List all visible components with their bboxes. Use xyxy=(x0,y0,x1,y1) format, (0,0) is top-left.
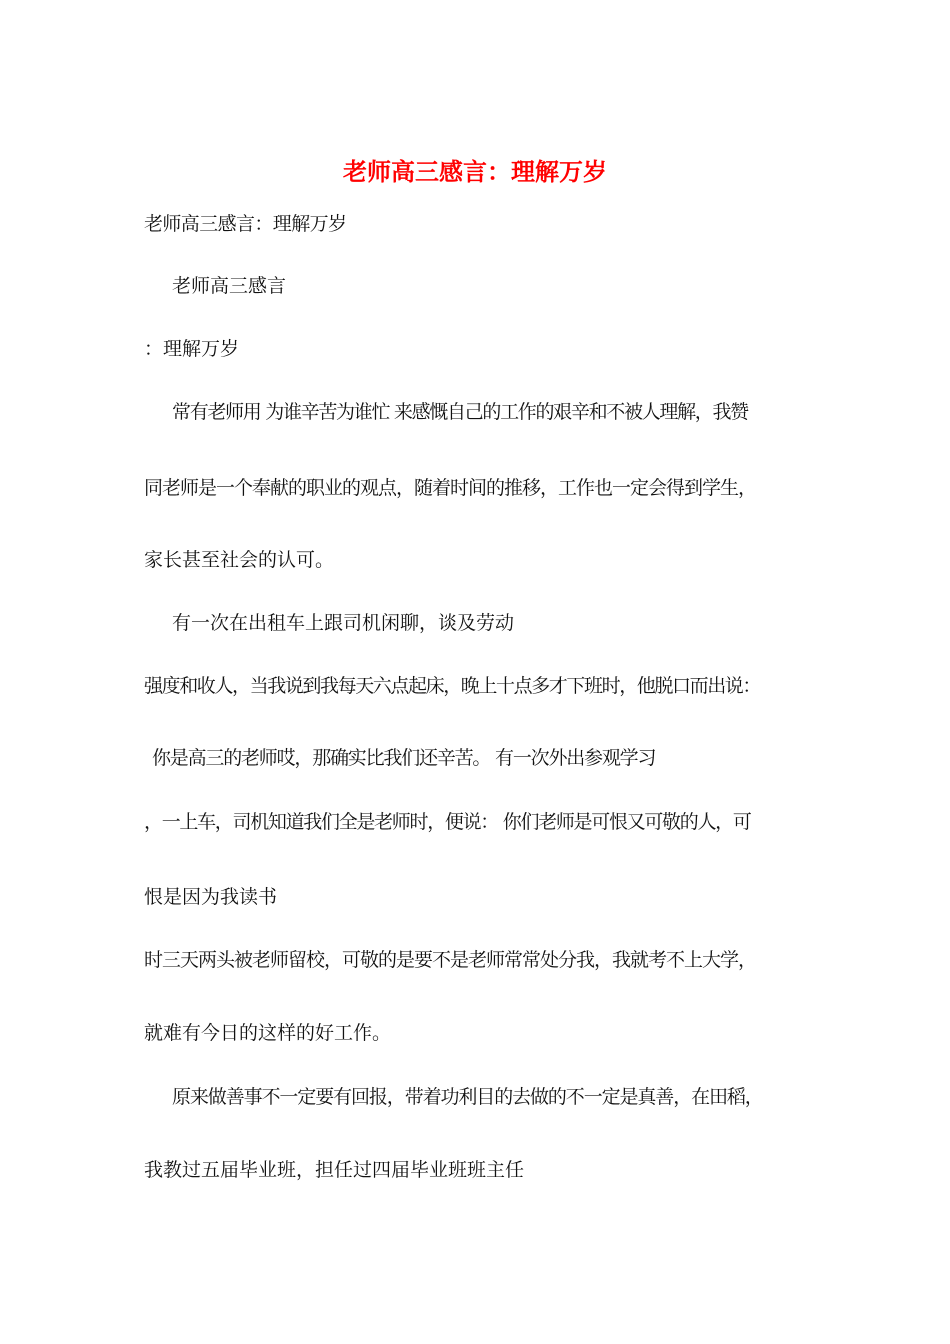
text-line: 老师高三感言：理解万岁 xyxy=(144,213,347,235)
text-line: 强度和收人，当我说到我每天六点起床，晚上十点多才下班时，他脱口而出说： xyxy=(144,675,761,697)
text-line: 常有老师用 为谁辛苦为谁忙 来感慨自己的工作的艰辛和不被人理解，我赞 xyxy=(172,401,748,423)
text-line: 你是高三的老师哎，那确实比我们还辛苦。 有一次外出参观学习 xyxy=(152,747,656,769)
text-line: 就难有今日的这样的好工作。 xyxy=(144,1022,392,1044)
document-title: 老师高三感言：理解万岁 xyxy=(343,157,607,186)
text-line: 老师高三感言 xyxy=(172,275,287,297)
text-line: 有一次在出租车上跟司机闲聊，谈及劳动 xyxy=(172,612,515,634)
text-line: 我教过五届毕业班，担任过四届毕业班班主任 xyxy=(144,1159,525,1181)
text-line: ，一上车，司机知道我们全是老师时，便说： 你们老师是可恨又可敬的人，可 xyxy=(144,811,751,833)
text-line: ：理解万岁 xyxy=(144,338,240,360)
text-line: 时三天两头被老师留校，可敬的是要不是老师常常处分我，我就考不上大学， xyxy=(144,949,757,971)
text-line: 同老师是一个奉献的职业的观点，随着时间的推移，工作也一定会得到学生， xyxy=(144,477,757,499)
text-line: 家长甚至社会的认可。 xyxy=(144,549,335,571)
text-line: 原来做善事不一定要有回报，带着功利目的去做的不一定是真善，在田稻， xyxy=(172,1086,763,1108)
text-line: 恨是因为我读书 xyxy=(144,886,278,908)
